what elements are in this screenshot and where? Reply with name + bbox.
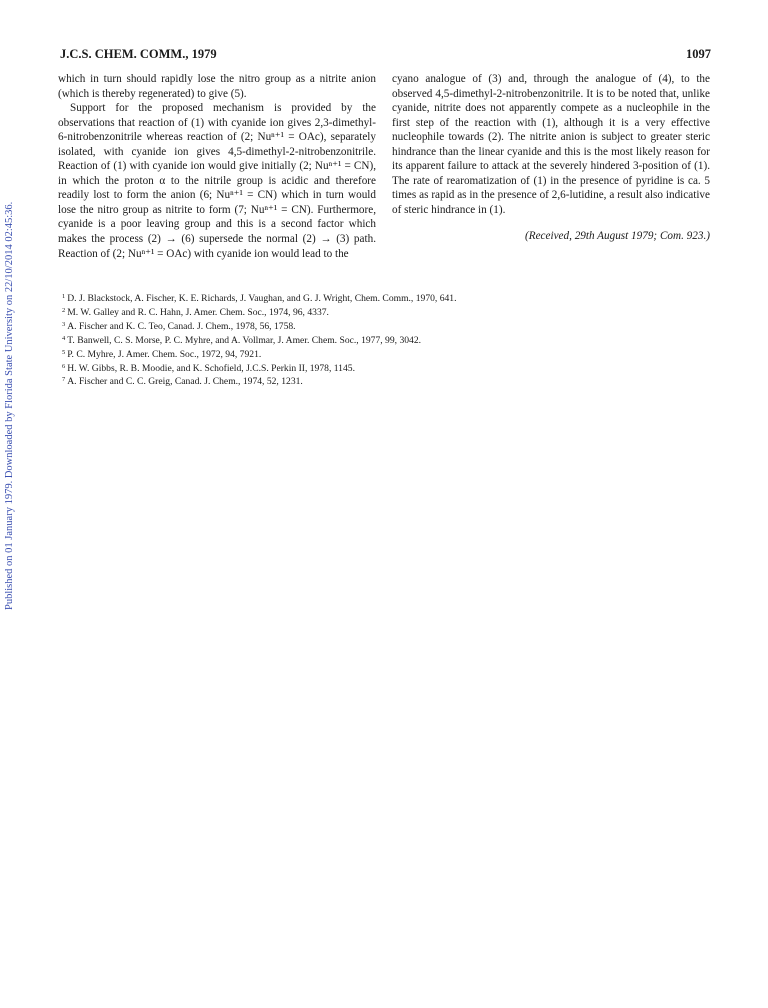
paragraph: cyano analogue of (3) and, through the analogue of (4), to the observed 4,5-dimethyl-2-nitrobenzonitrile. It is to be noted that, unlike cyanide, nitrite does not apparently compete as a nucleophile in the first step of the reaction with (1), although it is a very effective nucleophile towards (2). The nitrite anion is subject to greater steric hindrance than the linear cyanide and this is the most likely reason for its apparent failure to attack at the severely hindered 3-position of (1). The rate of rearomatization of (1) in the presence of pyridine is ca. 5 times as rapid as in the presence of 2,6-lutidine, a result also indicative of steric hindrance in (1). [392, 73, 710, 216]
download-watermark-text: Published on 01 January 1979. Downloaded by Florida State University on 22/10/2014 02:45:36. [4, 201, 15, 610]
received-note: (Received, 29th August 1979; Com. 923.) [525, 230, 710, 243]
reference-text: A. Fischer and C. C. Greig, Canad. J. Chem., 1974, 52, 1231. [67, 376, 303, 388]
right-column [392, 72, 710, 244]
reference-text: D. J. Blackstock, A. Fischer, K. E. Richards, J. Vaughan, and G. J. Wright, Chem. Comm., 1970, 641. [67, 293, 457, 304]
reference-number: 4 [62, 334, 66, 342]
reference-item [62, 347, 702, 361]
reference-item [62, 374, 702, 388]
reference-item [62, 333, 702, 347]
reference-item [62, 361, 702, 375]
reference-number: 6 [62, 362, 66, 370]
reference-item [62, 305, 702, 319]
reference-text: M. W. Galley and R. C. Hahn, J. Amer. Chem. Soc., 1974, 96, 4337. [67, 306, 329, 318]
reference-number: 7 [62, 376, 66, 384]
reference-number: 5 [62, 348, 66, 356]
reference-number: 2 [62, 306, 66, 314]
reference-text: A. Fischer and K. C. Teo, Canad. J. Chem., 1978, 56, 1758. [67, 320, 296, 332]
page-number: 1097 [686, 47, 711, 61]
reference-number: 3 [62, 320, 66, 328]
download-watermark [4, 140, 20, 610]
reference-item [62, 291, 702, 305]
reference-item [62, 319, 702, 333]
left-column [58, 72, 376, 261]
reference-text: P. C. Myhre, J. Amer. Chem. Soc., 1972, 94, 7921. [67, 348, 262, 360]
reference-text: H. W. Gibbs, R. B. Moodie, and K. Schofield, J.C.S. Perkin II, 1978, 1145. [67, 362, 355, 374]
reference-number: 1 [62, 293, 66, 300]
paragraph: which in turn should rapidly lose the nitro group as a nitrite anion (which is thereby regenerated) to give (5). [58, 73, 376, 100]
reference-text: T. Banwell, C. S. Morse, P. C. Myhre, and A. Vollmar, J. Amer. Chem. Soc., 1977, 99, 3042. [67, 334, 422, 346]
journal-title: J.C.S. CHEM. COMM., 1979 [60, 47, 217, 61]
paragraph: Support for the proposed mechanism is provided by the observations that reaction of (1) with cyanide ion gives 2,3-dimethyl-6-nitrobenzonitrile whereas reaction of (2; Nuⁿ⁺¹ = OAc), separately isolated, with cyanide ion gives 4,5-dimethyl-2-nitrobenzonitrile. Reaction of (1) with cyanide ion would give initially (2; Nuⁿ⁺¹ = CN), in which the proton α to the nitrile group is acidic and therefore readily lost to form the anion (6; Nuⁿ⁺¹ = CN) which in turn would lose the nitro group as nitrite to form (7; Nuⁿ⁺¹ = CN). Furthermore, cyanide is a poor leaving group and this is a second factor which makes the process (2) → (6) supersede the normal (2) → (3) path. Reaction of (2; Nuⁿ⁺¹ = OAc) with cyanide ion would lead to the [58, 102, 376, 260]
reference-list [62, 291, 702, 388]
